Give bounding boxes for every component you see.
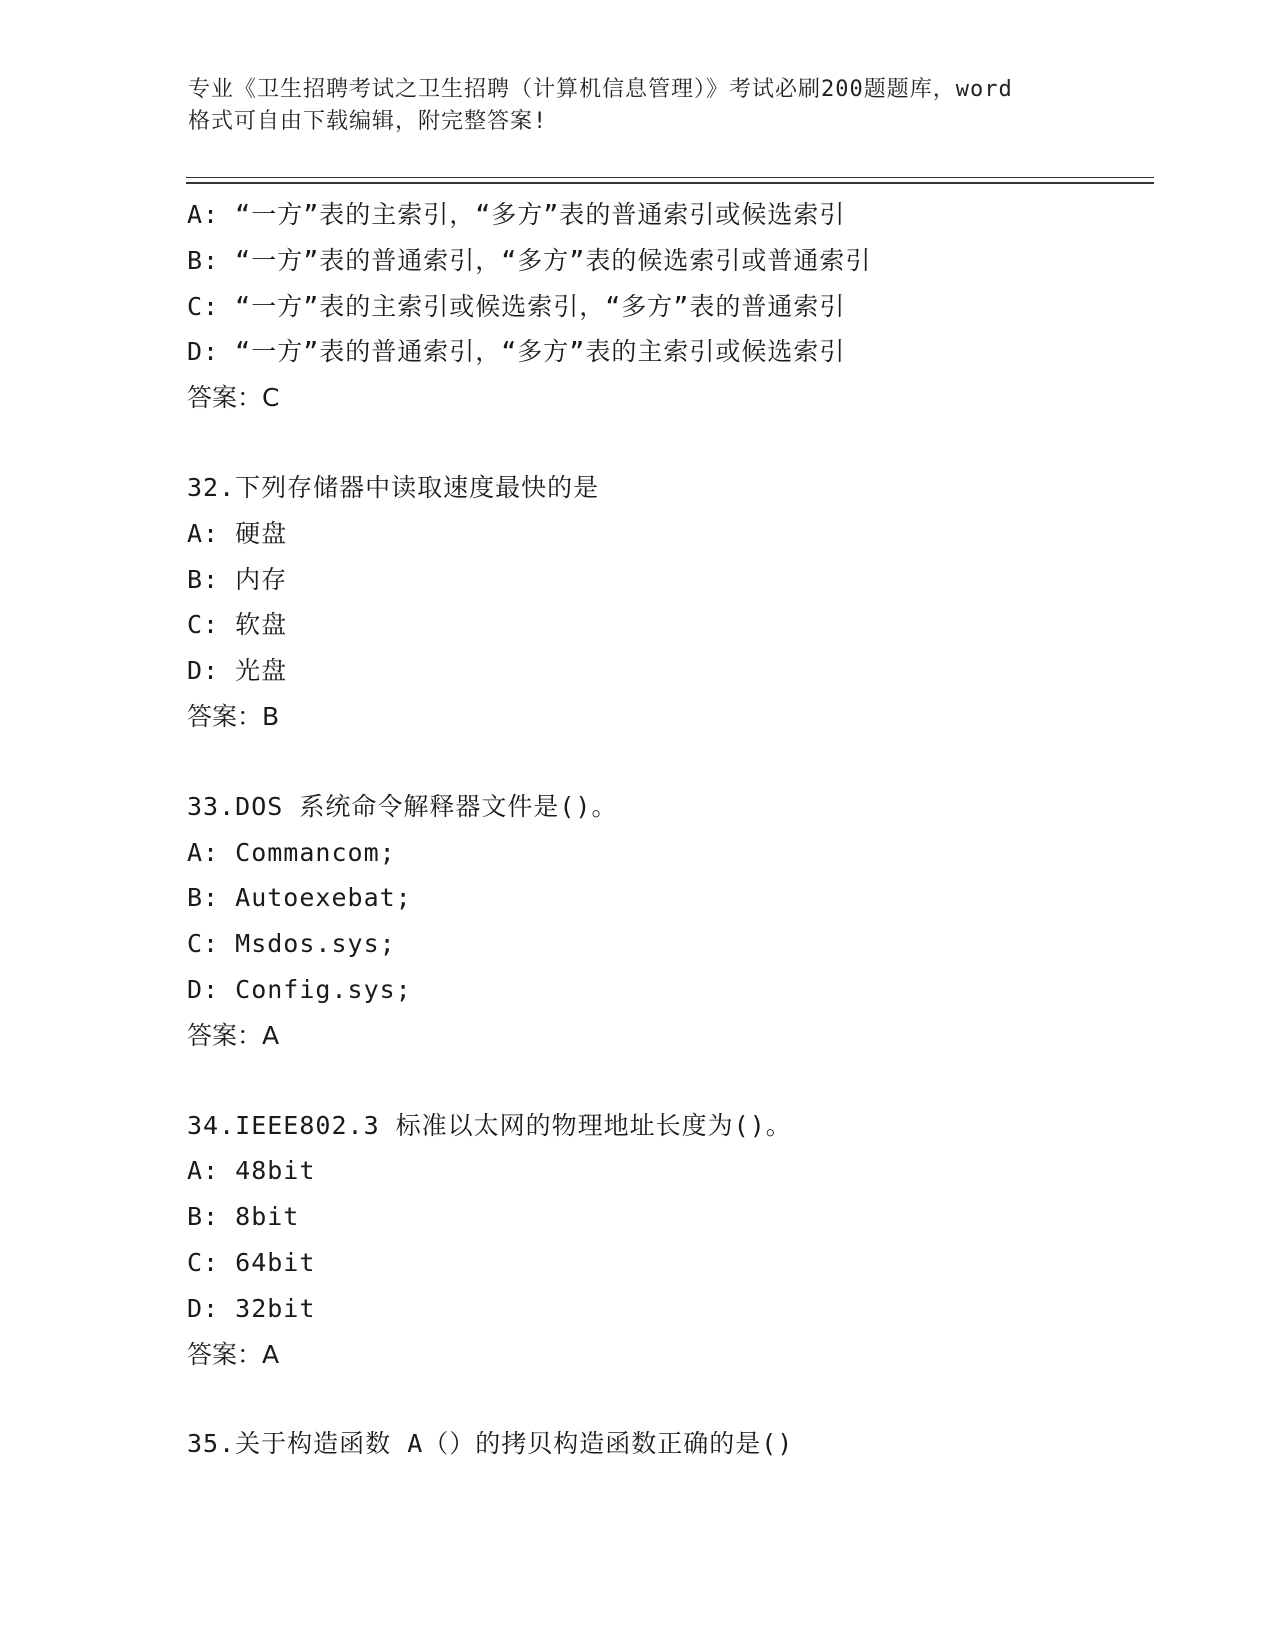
question-block-34 [187, 1103, 1147, 1378]
block-spacer [187, 1377, 1147, 1421]
answer-line: 答案：C [187, 383, 280, 413]
option-a: A: 硬盘 [187, 518, 288, 548]
block-spacer [187, 421, 1147, 465]
header-line-1: 专业《卫生招聘考试之卫生招聘（计算机信息管理）》考试必刷200题题库，word [188, 77, 1013, 102]
option-b: B: 8bit [187, 1202, 300, 1232]
option-b: B: 内存 [187, 564, 288, 594]
option-d: D: “一方”表的普通索引，“多方”表的主索引或候选索引 [187, 337, 846, 367]
question-list [187, 192, 1147, 1467]
question-text: 34.IEEE802.3 标准以太网的物理地址长度为()。 [187, 1110, 792, 1140]
option-d: D: 光盘 [187, 656, 288, 686]
option-c: C: 64bit [187, 1247, 316, 1277]
question-text: 33.DOS 系统命令解释器文件是()。 [187, 791, 618, 821]
answer-line: 答案：A [187, 1020, 280, 1050]
option-d: D: 32bit [187, 1293, 316, 1323]
option-c: C: 软盘 [187, 610, 288, 640]
option-d: D: Config.sys; [187, 974, 412, 1004]
question-text: 35.关于构造函数 A（）的拷贝构造函数正确的是() [187, 1429, 794, 1459]
block-spacer [187, 740, 1147, 784]
document-header [188, 74, 1088, 138]
option-b: B: “一方”表的普通索引，“多方”表的候选索引或普通索引 [187, 245, 872, 275]
option-a: A: Commancom; [187, 837, 396, 867]
answer-line: 答案：A [187, 1339, 280, 1369]
option-a: A: “一方”表的主索引，“多方”表的普通索引或候选索引 [187, 200, 846, 229]
block-spacer [187, 1059, 1147, 1103]
question-block-31 [187, 192, 1147, 421]
question-block-35 [187, 1421, 1147, 1467]
question-block-32 [187, 465, 1147, 740]
option-c: C: Msdos.sys; [187, 929, 396, 959]
question-block-33 [187, 784, 1147, 1059]
option-a: A: 48bit [187, 1156, 316, 1186]
question-text: 32.下列存储器中读取速度最快的是 [187, 472, 600, 502]
header-line-2: 格式可自由下载编辑，附完整答案! [188, 109, 548, 134]
option-c: C: “一方”表的主索引或候选索引，“多方”表的普通索引 [187, 291, 846, 321]
header-divider-thin [186, 177, 1154, 178]
header-divider-thick [186, 182, 1154, 184]
option-b: B: Autoexebat; [187, 883, 412, 913]
answer-line: 答案：B [187, 701, 280, 731]
